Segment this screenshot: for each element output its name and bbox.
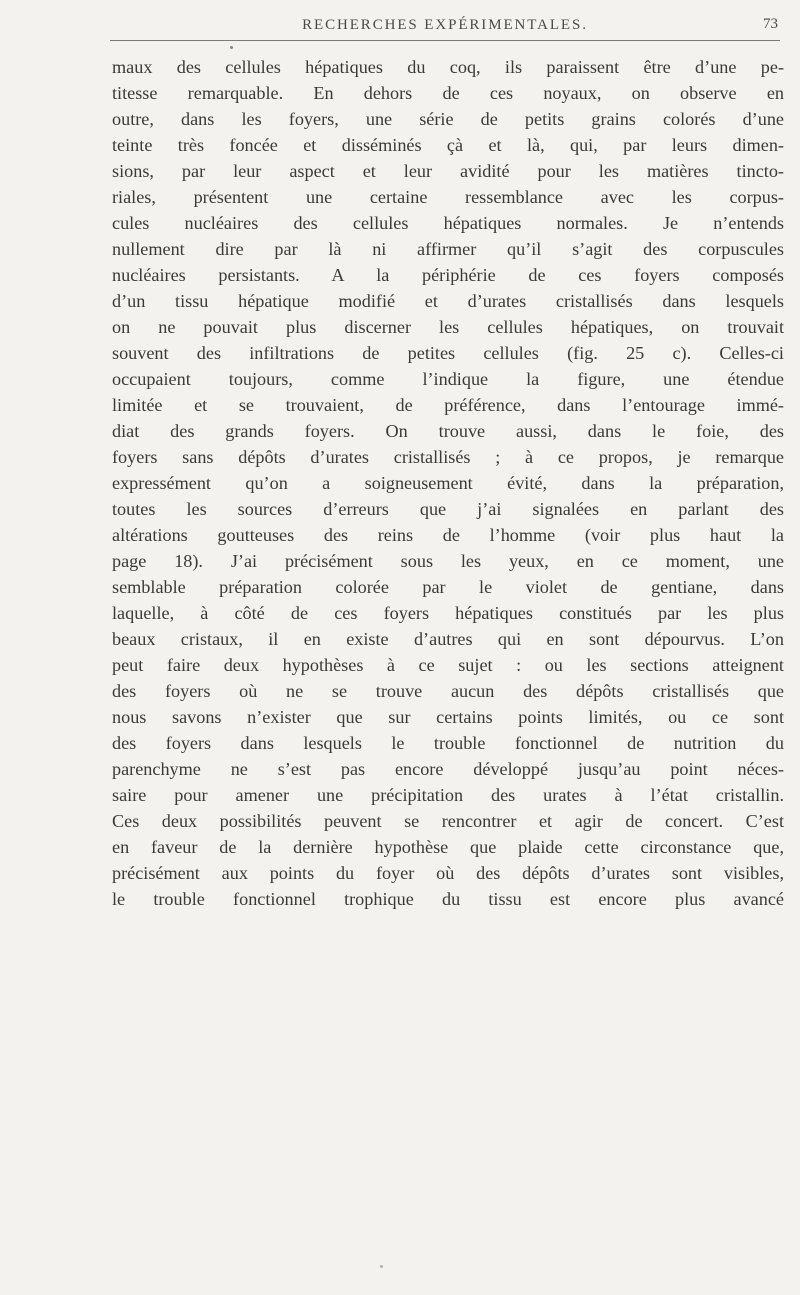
page-header <box>110 14 780 42</box>
text-line: cules nucléaires des cellules hépatiques normales. Je n’entends <box>112 213 784 233</box>
text-line: nous savons n’exister que sur certains points limités, ou ce sont <box>112 707 784 727</box>
text-line: riales, présentent une certaine ressemblance avec les corpus- <box>112 187 784 207</box>
text-line: Ces deux possibilités peuvent se rencontrer et agir de concert. C’est <box>112 811 784 831</box>
text-line: sions, par leur aspect et leur avidité pour les matières tincto- <box>112 161 784 181</box>
text-line: nucléaires persistants. A la périphérie de ces foyers composés <box>112 265 784 285</box>
text-line: beaux cristaux, il en existe d’autres qui en sont dépourvus. L’on <box>112 629 784 649</box>
text-line: teinte très foncée et disséminés çà et là, qui, par leurs dimen- <box>112 135 784 155</box>
page-number: 73 <box>763 16 778 32</box>
print-mark <box>230 46 233 49</box>
text-line: des foyers dans lesquels le trouble fonctionnel de nutrition du <box>112 733 784 753</box>
text-line: en faveur de la dernière hypothèse que plaide cette circonstance que, <box>112 837 784 857</box>
running-head: RECHERCHES EXPÉRIMENTALES. <box>302 17 588 33</box>
text-line: toutes les sources d’erreurs que j’ai signalées en parlant des <box>112 499 784 519</box>
text-line: d’un tissu hépatique modifié et d’urates cristallisés dans lesquels <box>112 291 784 311</box>
text-line: maux des cellules hépatiques du coq, ils paraissent être d’une pe- <box>112 57 784 77</box>
text-line: saire pour amener une précipitation des urates à l’état cristallin. <box>112 785 784 805</box>
header-rule <box>110 40 780 41</box>
text-line: outre, dans les foyers, une série de petits grains colorés d’une <box>112 109 784 129</box>
text-line: le trouble fonctionnel trophique du tissu est encore plus avancé <box>112 889 784 909</box>
text-line: titesse remarquable. En dehors de ces noyaux, on observe en <box>112 83 784 103</box>
text-line: occupaient toujours, comme l’indique la figure, une étendue <box>112 369 784 389</box>
text-line: peut faire deux hypothèses à ce sujet : ou les sections atteignent <box>112 655 784 675</box>
text-line: laquelle, à côté de ces foyers hépatiques constitués par les plus <box>112 603 784 623</box>
text-line: nullement dire par là ni affirmer qu’il s’agit des corpuscules <box>112 239 784 259</box>
text-line: des foyers où ne se trouve aucun des dépôts cristallisés que <box>112 681 784 701</box>
text-line: souvent des infiltrations de petites cellules (fig. 25 c). Celles-ci <box>112 343 784 363</box>
text-line: foyers sans dépôts d’urates cristallisés ; à ce propos, je remarque <box>112 447 784 467</box>
body-text <box>112 54 784 912</box>
text-line: on ne pouvait plus discerner les cellules hépatiques, on trouvait <box>112 317 784 337</box>
text-line: altérations goutteuses des reins de l’homme (voir plus haut la <box>112 525 784 545</box>
text-line: parenchyme ne s’est pas encore développé jusqu’au point néces- <box>112 759 784 779</box>
text-line: diat des grands foyers. On trouve aussi, dans le foie, des <box>112 421 784 441</box>
text-line: limitée et se trouvaient, de préférence, dans l’entourage immé- <box>112 395 784 415</box>
text-line: semblable préparation colorée par le violet de gentiane, dans <box>112 577 784 597</box>
print-mark <box>380 1265 383 1268</box>
text-line: précisément aux points du foyer où des dépôts d’urates sont visibles, <box>112 863 784 883</box>
text-line: expressément qu’on a soigneusement évité, dans la préparation, <box>112 473 784 493</box>
text-line: page 18). J’ai précisément sous les yeux, en ce moment, une <box>112 551 784 571</box>
